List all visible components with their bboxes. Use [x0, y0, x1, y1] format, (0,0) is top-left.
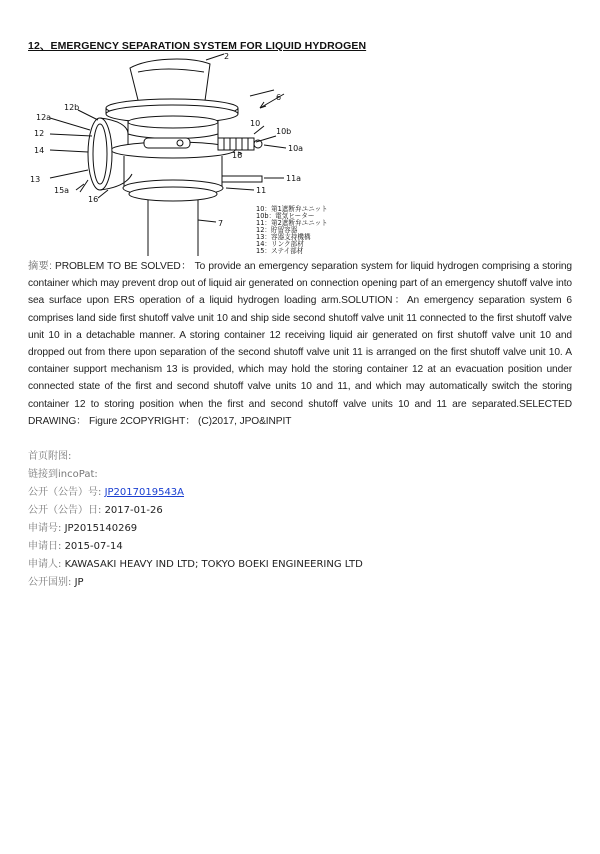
- country-value: JP: [74, 577, 84, 588]
- legend-item: 10：第1遮断弁ユニット: [256, 205, 328, 213]
- figure-legend: [256, 204, 328, 255]
- legend-item: 10b：電気ヒーター: [256, 212, 315, 220]
- label-7: 7: [218, 219, 224, 228]
- country-row: [28, 574, 572, 592]
- publication-number-link[interactable]: JP2017019543A: [104, 487, 185, 498]
- applicant-label: 申请人:: [28, 559, 62, 570]
- application-date-value: 2015-07-14: [64, 541, 123, 552]
- country-label: 公开国别:: [28, 577, 72, 588]
- application-number-row: [28, 520, 572, 538]
- bibliographic-info: [28, 448, 572, 592]
- application-date-row: [28, 538, 572, 556]
- incopat-link-label: 链接到incoPat:: [28, 469, 98, 480]
- patent-figure: [28, 50, 372, 260]
- patent-title: 12、EMERGENCY SEPARATION SYSTEM FOR LIQUID HYDROGEN: [28, 40, 367, 52]
- legend-item: 11：第2遮断弁ユニット: [256, 219, 328, 227]
- front-image-label: 首页附图:: [28, 451, 72, 462]
- label-10: 10: [250, 119, 261, 128]
- label-11: 11: [256, 186, 267, 195]
- label-10b: 10b: [276, 127, 292, 136]
- incopat-link-row: [28, 466, 572, 484]
- abstract-label: 摘要:: [28, 261, 52, 272]
- publication-date-label: 公开（公告）日:: [28, 505, 102, 516]
- label-16: 16: [88, 195, 99, 204]
- publication-date-row: [28, 502, 572, 520]
- label-16-right: 16: [232, 151, 243, 160]
- abstract-text: PROBLEM TO BE SOLVED： To provide an emergency separation system for liquid hydrogen comprising a storing container which may prevent drop out of liquid air generated on connection opening part of an emergency shutoff valve into sea surface upon ERS operation of a liquid hydrogen loading arm.SOLUTION：An emergency separation system 6 comprises land side first shutoff valve unit 10 and ship side second shutoff valve unit 11 connected to the first shutoff valve unit 10 in a detachable manner. A storing container 12 receiving liquid air generated on first shutoff valve unit 10 and dropped out from there upon separation of the second shutoff valve unit 11 is arranged on the first shutoff valve unit 10. A container support mechanism 13 is provided, which may hold the storing container 12 at an evacuation position under connected state of the first and second shutoff valve units 10 and 11, and which may automatically switch the storing container 12 to storing position when the first and second shutoff valve units 10 and 11 are separated.SELECTED DRAWING： Figure 2COPYRIGHT： (C)2017, JPO&INPIT: [28, 261, 573, 427]
- publication-number-label: 公开（公告）号:: [28, 487, 102, 498]
- application-number-label: 申请号:: [28, 523, 62, 534]
- label-15a: 15a: [54, 186, 70, 195]
- legend-item: 14：リンク部材: [256, 240, 304, 248]
- legend-item: 15：ステイ部材: [256, 247, 304, 255]
- label-12: 12: [34, 129, 45, 138]
- label-10a: 10a: [288, 144, 304, 153]
- legend-item: 13：容器支持機構: [256, 233, 311, 241]
- abstract: [28, 258, 572, 430]
- applicant-row: [28, 556, 572, 574]
- label-12b: 12b: [64, 103, 80, 112]
- publication-date-value: 2017-01-26: [104, 505, 163, 516]
- applicant-value: KAWASAKI HEAVY IND LTD; TOKYO BOEKI ENGINEERING LTD: [64, 559, 363, 570]
- label-13: 13: [30, 175, 41, 184]
- application-number-value: JP2015140269: [64, 523, 138, 534]
- application-date-label: 申请日:: [28, 541, 62, 552]
- label-14: 14: [34, 146, 45, 155]
- legend-item: 12：貯留容器: [256, 226, 298, 234]
- label-6: 6: [276, 93, 282, 102]
- label-2: 2: [224, 52, 230, 61]
- label-11a: 11a: [286, 174, 302, 183]
- figure-drawing: [28, 50, 372, 260]
- front-image-row: [28, 448, 572, 466]
- publication-number-row: [28, 484, 572, 502]
- label-12a: 12a: [36, 113, 52, 122]
